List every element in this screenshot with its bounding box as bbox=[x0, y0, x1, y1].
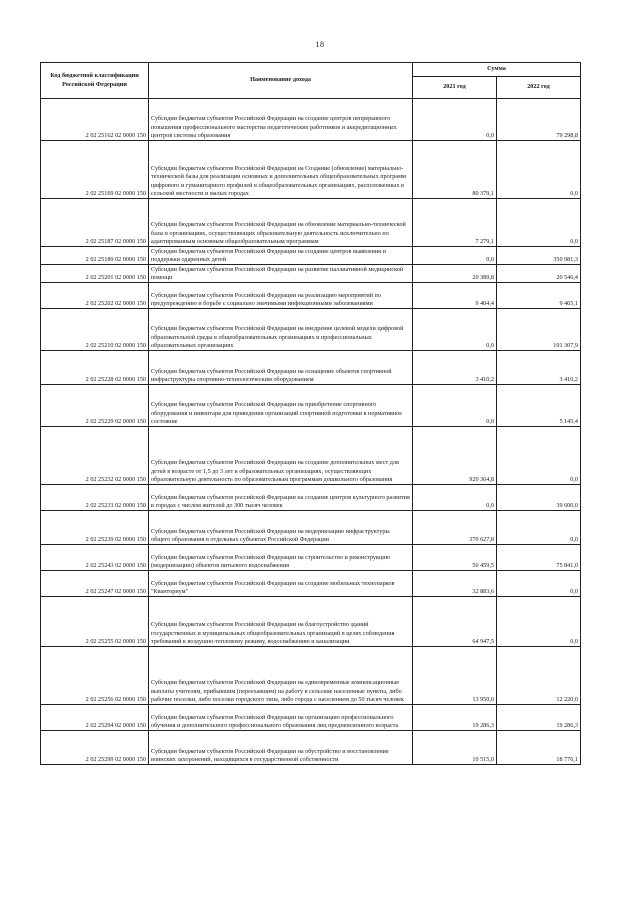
header-year-2021: 2021 год bbox=[413, 77, 497, 99]
amount-2021-cell: 13 950,0 bbox=[413, 647, 497, 705]
table-row bbox=[41, 427, 581, 485]
amount-2022-cell: 79 298,8 bbox=[497, 99, 581, 141]
code-cell: 2 02 25247 02 0000 150 bbox=[41, 571, 149, 597]
name-cell: Субсидии бюджетам субъектов Российской Федерации на организацию профессионального обучения и дополнительного профессионального образования лиц предпенсионного возраста bbox=[149, 705, 413, 731]
name-cell: Субсидии бюджетам субъектов Российской Федерации на благоустройство зданий государственных и муниципальных общеобразовательных организаций в целях соблюдения требований к воздушно-тепловому режиму, водоснабжению и канализации bbox=[149, 597, 413, 647]
table-row bbox=[41, 351, 581, 385]
amount-2022-cell: 0,0 bbox=[497, 427, 581, 485]
table-row bbox=[41, 309, 581, 351]
amount-2021-cell: 9 404,4 bbox=[413, 283, 497, 309]
amount-2022-cell: 3 410,2 bbox=[497, 351, 581, 385]
amount-2021-cell: 0,0 bbox=[413, 485, 497, 511]
amount-2022-cell: 350 981,3 bbox=[497, 247, 581, 265]
table-row bbox=[41, 247, 581, 265]
amount-2021-cell: 3 410,2 bbox=[413, 351, 497, 385]
name-cell: Субсидии бюджетам субъектов Российской Федерации на создание центров выявления и поддержки одаренных детей bbox=[149, 247, 413, 265]
code-cell: 2 02 25243 02 0000 150 bbox=[41, 545, 149, 571]
table-row bbox=[41, 545, 581, 571]
name-cell: Субсидии бюджетам субъектов Российской Федерации на внедрение целевой модели цифровой образовательной среды в общеобразовательных организациях и профессиональных образовательных организациях bbox=[149, 309, 413, 351]
amount-2022-cell: 12 220,0 bbox=[497, 647, 581, 705]
amount-2021-cell: 7 279,1 bbox=[413, 199, 497, 247]
amount-2022-cell: 19 286,3 bbox=[497, 705, 581, 731]
amount-2021-cell: 0,0 bbox=[413, 385, 497, 427]
page-number: 18 bbox=[315, 40, 325, 49]
code-cell: 2 02 25294 02 0000 150 bbox=[41, 705, 149, 731]
table-row bbox=[41, 199, 581, 247]
amount-2021-cell: 80 379,1 bbox=[413, 141, 497, 199]
name-cell: Субсидии бюджетам субъектов Российской Федерации на единовременные компенсационные выплаты учителям, прибывшим (переехавшим) на работу в сельские населенные пункты, либо рабочие поселки, либо поселки городского типа, либо города с населением до 50 тысяч человек bbox=[149, 647, 413, 705]
code-cell: 2 02 25229 02 0000 150 bbox=[41, 385, 149, 427]
code-cell: 2 02 25256 02 0000 150 bbox=[41, 647, 149, 705]
name-cell: Субсидии бюджетам субъектов российской Федерации на создание центров культурного развития в городах с числом жителей до 300 тысяч человек bbox=[149, 485, 413, 511]
amount-2021-cell: 50 459,5 bbox=[413, 545, 497, 571]
code-cell: 2 02 25189 02 0000 150 bbox=[41, 247, 149, 265]
code-cell: 2 02 25228 02 0000 150 bbox=[41, 351, 149, 385]
name-cell: Субсидии бюджетам субъектов Российской Федерации на создание дополнительных мест для детей в возрасте от 1,5 до 3 лет в образовательных организациях, осуществляющих образовательную деятельность по образовательным программам дошкольного образования bbox=[149, 427, 413, 485]
code-cell: 2 02 25239 02 0000 150 bbox=[41, 511, 149, 545]
header-code: Код бюджетной классификации Российской Федерации bbox=[41, 63, 149, 99]
amount-2021-cell: 0,0 bbox=[413, 99, 497, 141]
amount-2022-cell: 0,0 bbox=[497, 571, 581, 597]
code-cell: 2 02 25210 02 0000 150 bbox=[41, 309, 149, 351]
name-cell: Субсидии бюджетам субъектов Российской Федерации на модернизацию инфраструктуры общего образования в отдельных субъектах Российской Федерации bbox=[149, 511, 413, 545]
amount-2022-cell: 191 307,9 bbox=[497, 309, 581, 351]
code-cell: 2 02 25169 02 0000 150 bbox=[41, 141, 149, 199]
budget-table bbox=[40, 62, 581, 765]
table-row bbox=[41, 731, 581, 765]
amount-2021-cell: 10 515,0 bbox=[413, 731, 497, 765]
amount-2022-cell: 75 841,0 bbox=[497, 545, 581, 571]
code-cell: 2 02 25162 02 0000 150 bbox=[41, 99, 149, 141]
amount-2021-cell: 0,0 bbox=[413, 247, 497, 265]
table-row bbox=[41, 385, 581, 427]
amount-2022-cell: 39 600,0 bbox=[497, 485, 581, 511]
amount-2022-cell: 0,0 bbox=[497, 141, 581, 199]
code-cell: 2 02 25232 02 0000 150 bbox=[41, 427, 149, 485]
code-cell: 2 02 25201 02 0000 150 bbox=[41, 265, 149, 283]
amount-2022-cell: 9 465,1 bbox=[497, 283, 581, 309]
name-cell: Субсидии бюджетам субъектов Российской Федерации на строительство и реконструкцию (модернизацию) объектов питьевого водоснабжения bbox=[149, 545, 413, 571]
table-row bbox=[41, 99, 581, 141]
table-row bbox=[41, 283, 581, 309]
amount-2022-cell: 0,0 bbox=[497, 511, 581, 545]
table-row bbox=[41, 705, 581, 731]
name-cell: Субсидии бюджетам субъектов Российской Федерации на оснащение объектов спортивной инфраструктуры спортивно-технологическим оборудованием bbox=[149, 351, 413, 385]
name-cell: Субсидии бюджетам субъектов Российской Федерации на развитие паллиативной медицинской помощи bbox=[149, 265, 413, 283]
amount-2021-cell: 64 947,5 bbox=[413, 597, 497, 647]
name-cell: Субсидии бюджетам субъектов Российской Федерации на реализацию мероприятий по предупреждению и борьбе с социально значимыми инфекционными заболеваниями bbox=[149, 283, 413, 309]
header-name: Наименование дохода bbox=[149, 63, 413, 99]
amount-2022-cell: 18 776,1 bbox=[497, 731, 581, 765]
table-row bbox=[41, 511, 581, 545]
amount-2022-cell: 20 546,4 bbox=[497, 265, 581, 283]
name-cell: Субсидии бюджетам субъектов Российской Федерации на создание мобильных технопарков "Кванториум" bbox=[149, 571, 413, 597]
amount-2021-cell: 32 883,6 bbox=[413, 571, 497, 597]
table-row bbox=[41, 485, 581, 511]
amount-2021-cell: 0,0 bbox=[413, 309, 497, 351]
name-cell: Субсидии бюджетам субъектов Российской Федерации на приобретение спортивного оборудования и инвентаря для приведения организаций спортивной подготовки в нормативное состояние bbox=[149, 385, 413, 427]
name-cell: Субсидии бюджетам субъектов Российской Федерации на Создание (обновление) материально-технической базы для реализации основных и дополнительных общеобразовательных программ цифрового и гуманитарного профилей в общеобразовательных организациях, расположенных в сельской местности и малых городах bbox=[149, 141, 413, 199]
name-cell: Субсидии бюджетам субъектов Российской Федерации на создание центров непрерывного повышения профессионального мастерства педагогических работников и аккредитационных центров системы образования bbox=[149, 99, 413, 141]
amount-2021-cell: 920 364,8 bbox=[413, 427, 497, 485]
name-cell: Субсидии бюджетам субъектов Российской Федерации на обновление материально-технической базы в организациях, осуществляющих образовательную деятельность исключительно по адаптированным основным общеобразовательным программам bbox=[149, 199, 413, 247]
code-cell: 2 02 25202 02 0000 150 bbox=[41, 283, 149, 309]
amount-2021-cell: 20 389,8 bbox=[413, 265, 497, 283]
header-year-2022: 2022 год bbox=[497, 77, 581, 99]
code-cell: 2 02 25187 02 0000 150 bbox=[41, 199, 149, 247]
code-cell: 2 02 25299 02 0000 150 bbox=[41, 731, 149, 765]
amount-2022-cell: 5 145,4 bbox=[497, 385, 581, 427]
table-row bbox=[41, 141, 581, 199]
amount-2022-cell: 0,0 bbox=[497, 597, 581, 647]
table-body bbox=[41, 99, 581, 765]
header-sum: Сумма bbox=[413, 63, 581, 77]
amount-2021-cell: 370 627,8 bbox=[413, 511, 497, 545]
table-row bbox=[41, 265, 581, 283]
code-cell: 2 02 25233 02 0000 150 bbox=[41, 485, 149, 511]
table-row bbox=[41, 597, 581, 647]
amount-2022-cell: 0,0 bbox=[497, 199, 581, 247]
name-cell: Субсидии бюджетам субъектов Российской Федерации на обустройство и восстановление воинских захоронений, находящихся в государственной собственности bbox=[149, 731, 413, 765]
code-cell: 2 02 25255 02 0000 150 bbox=[41, 597, 149, 647]
amount-2021-cell: 19 286,3 bbox=[413, 705, 497, 731]
table-row bbox=[41, 571, 581, 597]
table-row bbox=[41, 647, 581, 705]
